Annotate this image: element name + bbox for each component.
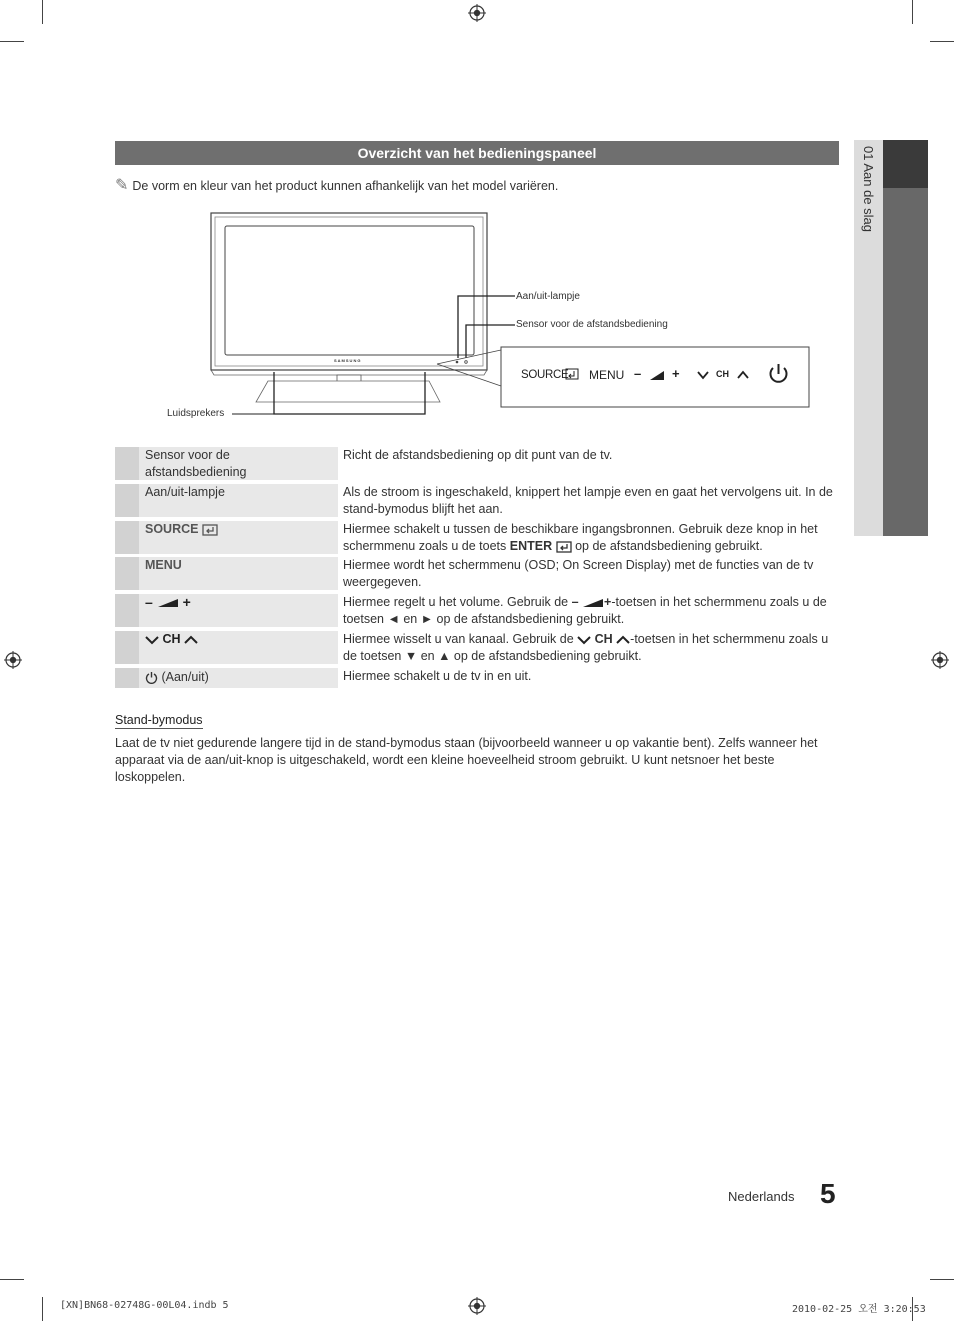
- page-number: 5: [820, 1178, 836, 1209]
- row-label-channel: [145, 631, 332, 648]
- volume-icon: [582, 598, 604, 608]
- registration-mark-icon: [468, 4, 486, 22]
- table-row-label: [115, 668, 338, 688]
- enter-icon: [556, 541, 572, 553]
- table-row-label: [115, 521, 338, 554]
- section-title: Overzicht van het bedieningspaneel: [115, 141, 839, 165]
- row-label-power-lamp: Aan/uit-lampje: [145, 485, 225, 499]
- panel-source-label: SOURCE: [521, 369, 569, 381]
- chevron-down-icon: [145, 635, 159, 645]
- row-desc-menu: Hiermee wordt het schermmenu (OSD; On Screen Display) met de functies van de tv weergegeven.: [343, 558, 814, 589]
- panel-vol-minus: –: [634, 366, 642, 381]
- registration-mark-icon: [468, 1297, 486, 1315]
- chapter-label: 01 Aan de slag: [861, 146, 876, 233]
- row-desc-source: [343, 521, 839, 555]
- power-icon: [145, 671, 158, 684]
- row-label-source: [145, 521, 332, 538]
- vol-plus-inline: +: [604, 595, 612, 609]
- ch-label: CH: [162, 632, 181, 646]
- ch-inline-label: CH: [594, 632, 613, 646]
- source-desc-text: Hiermee schakelt u tussen de beschikbare ingangsbronnen. Gebruik deze knop in het schermmenu zoals u de toets: [343, 522, 818, 553]
- panel-ch-label: CH: [716, 369, 729, 379]
- note-pen-icon: ✎: [115, 177, 129, 194]
- row-desc-channel: [343, 631, 839, 665]
- vol-plus-label: +: [182, 594, 191, 610]
- row-desc-power-lamp: Als de stroom is ingeschakeld, knippert het lampje even en gaat het vervolgens uit. In de stand-bymodus blijft het aan.: [343, 485, 833, 516]
- table-row-label: [115, 557, 338, 590]
- source-label-text: SOURCE: [145, 522, 199, 536]
- enter-icon: [202, 524, 218, 536]
- callout-remote-sensor: Sensor voor de afstandsbediening: [516, 319, 668, 330]
- note: [115, 175, 558, 195]
- table-row-label: [115, 447, 338, 480]
- crop-mark: [0, 41, 24, 42]
- crop-mark: [930, 41, 954, 42]
- row-label-menu: MENU: [145, 558, 182, 572]
- vol-minus-inline: –: [571, 595, 579, 609]
- language-label: Nederlands: [728, 1189, 795, 1204]
- channel-desc-text: Hiermee wisselt u van kanaal. Gebruik de: [343, 632, 578, 646]
- row-desc-volume: [343, 594, 839, 628]
- chevron-up-icon: [616, 635, 630, 645]
- callout-power-lamp: Aan/uit-lampje: [516, 291, 580, 302]
- source-desc-text-end: op de afstandsbediening gebruikt.: [571, 539, 763, 553]
- side-tab-accent: [883, 140, 928, 188]
- power-label-text: (Aan/uit): [161, 670, 209, 684]
- tv-diagram: [160, 205, 820, 430]
- registration-mark-icon: [931, 651, 949, 669]
- print-timestamp: 2010-02-25 오전 3:20:53: [792, 1304, 926, 1315]
- table-row-label: [115, 631, 338, 664]
- tv-brand-logo: SAMSUNG: [334, 358, 362, 363]
- crop-mark: [0, 1279, 24, 1280]
- file-info: [XN]BN68-02748G-00L04.indb 5: [60, 1300, 229, 1311]
- note-text: De vorm en kleur van het product kunnen afhankelijk van het model variëren.: [132, 179, 559, 193]
- crop-mark: [42, 0, 43, 24]
- volume-icon: [157, 598, 179, 608]
- table-row-label: [115, 484, 338, 517]
- standby-heading: Stand-bymodus: [115, 713, 203, 727]
- row-label-remote-sensor: Sensor voor de afstandsbediening: [145, 448, 247, 479]
- chevron-up-icon: [184, 635, 198, 645]
- row-desc-remote-sensor: Richt de afstandsbediening op dit punt van de tv.: [343, 448, 613, 462]
- enter-key-label: ENTER: [509, 539, 553, 553]
- volume-desc-text-end: -toetsen in het schermmenu zoals u de toetsen ◄ en ► op de afstandsbediening gebruikt.: [343, 595, 827, 626]
- callout-speakers: Luidsprekers: [167, 408, 225, 419]
- row-label-volume: [145, 594, 332, 611]
- standby-paragraph: Laat de tv niet gedurende langere tijd in de stand-bymodus staan (bijvoorbeeld wanneer u op vakantie bent). Zelfs wanneer het apparaat via de aan/uit-knop is uitgeschakeld, wordt een kleine hoeveelheid stroom gebruikt. U kunt netsnoer het beste loskoppelen.: [115, 736, 818, 784]
- channel-desc-text-end: -toetsen in het schermmenu zoals u de toetsen ▼ en ▲ op de afstandsbediening gebruikt.: [343, 632, 829, 663]
- panel-menu-label: MENU: [589, 368, 625, 382]
- crop-mark: [912, 0, 913, 24]
- volume-desc-text: Hiermee regelt u het volume. Gebruik de: [343, 595, 572, 609]
- row-label-power: [145, 669, 332, 686]
- vol-minus-label: –: [145, 594, 153, 610]
- chevron-down-icon: [577, 635, 591, 645]
- crop-mark: [42, 1297, 43, 1321]
- tv-screen: [225, 226, 474, 355]
- registration-mark-icon: [4, 651, 22, 669]
- crop-mark: [930, 1279, 954, 1280]
- side-tab-bar: [883, 188, 928, 536]
- panel-vol-plus: +: [672, 366, 680, 381]
- table-row-label: [115, 594, 338, 627]
- row-desc-power: Hiermee schakelt u de tv in en uit.: [343, 669, 532, 683]
